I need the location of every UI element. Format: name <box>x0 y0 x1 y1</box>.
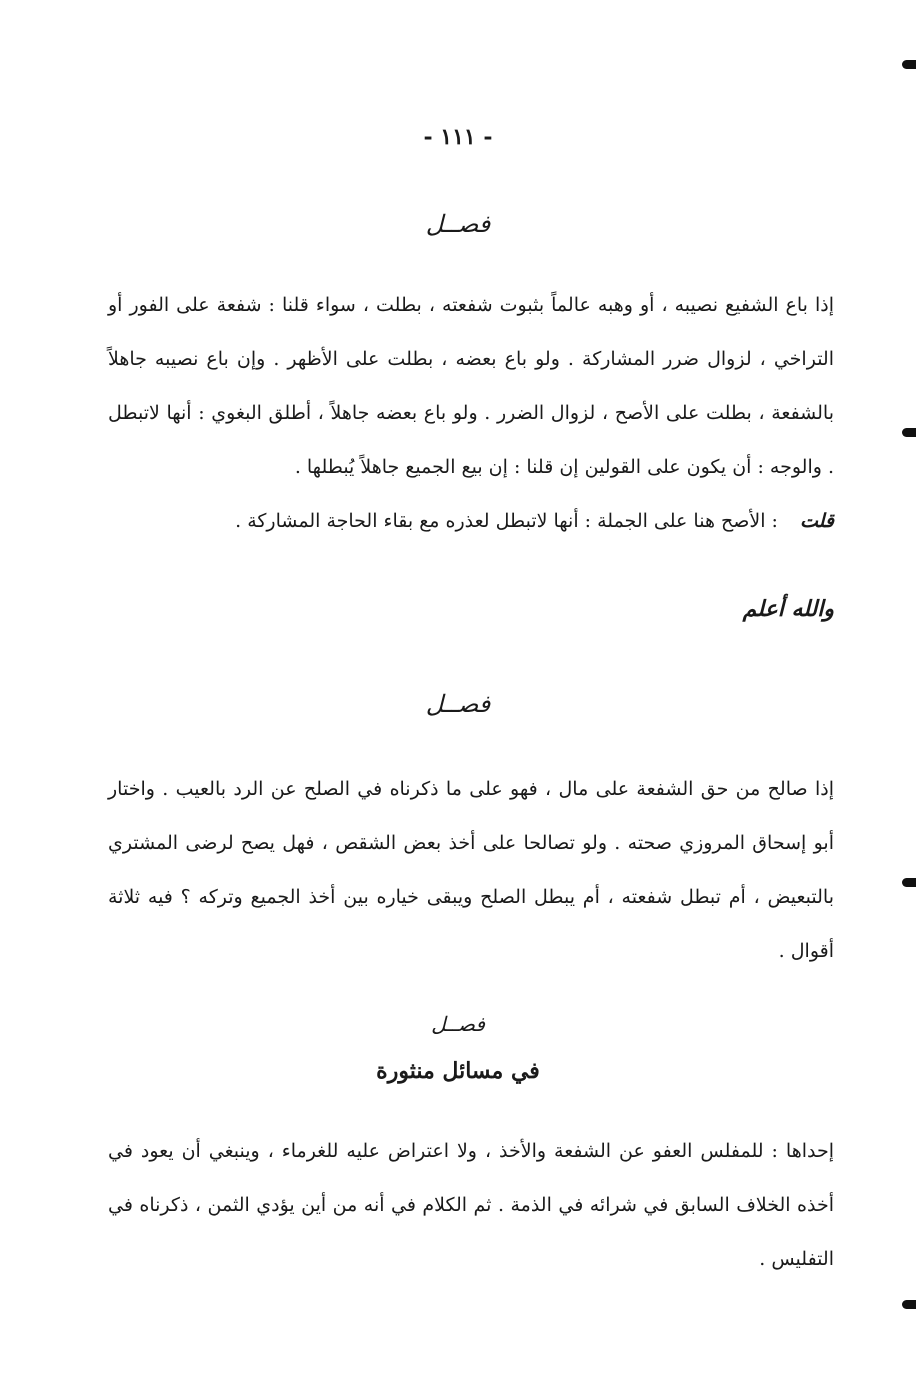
section-paragraph <box>108 762 834 978</box>
section-paragraph <box>108 278 834 548</box>
note-label: قلت <box>799 510 834 532</box>
section-heading: فصــل <box>431 1012 485 1036</box>
scan-margin-mark <box>902 428 916 437</box>
note-text: : الأصح هنا على الجملة : أنها لاتبطل لعذره مع بقاء الحاجة المشاركة . <box>235 510 778 532</box>
section-heading: فصــل <box>425 690 491 718</box>
section-paragraph <box>108 1124 834 1286</box>
paragraph-text: إحداها : للمفلس العفو عن الشفعة والأخذ ، ولا اعتراض عليه للغرماء ، وينبغي أن يعود في أخذه الخلاف السابق في شرائه في الذمة . ثم الكلام في أنه من أين يؤدي الثمن ، ذكرناه في التفليس . <box>108 1140 834 1270</box>
paragraph-text: إذا صالح من حق الشفعة على مال ، فهو على ما ذكرناه في الصلح عن الرد بالعيب . واختار أبو إسحاق المروزي صحته . ولو تصالحا على أخذ بعض الشقص ، فهل يصح لرضى المشتري بالتبعيض ، أم تبطل شفعته ، أم يبطل الصلح ويبقى خياره بين أخذ الجميع وتركه ؟ فيه ثلاثة أقوال . <box>108 778 834 962</box>
scan-margin-mark <box>902 878 916 887</box>
section-heading: فصــل <box>425 210 491 238</box>
section-subheading: في مسائل منثورة <box>376 1058 540 1084</box>
note-line <box>108 494 834 548</box>
scan-margin-mark <box>902 60 916 69</box>
scan-margin-mark <box>902 1300 916 1309</box>
closing-formula: والله أعلم <box>742 596 834 622</box>
paragraph-text: إذا باع الشفيع نصيبه ، أو وهبه عالماً بثبوت شفعته ، بطلت ، سواء قلنا : شفعة على الفور أو التراخي ، لزوال ضرر المشاركة . ولو باع بعضه ، بطلت على الأظهر . وإن باع نصيبه جاهلاً بالشفعة ، بطلت على الأصح ، لزوال الضرر . ولو باع بعضه جاهلاً ، أطلق البغوي : أنها لاتبطل . والوجه : أن يكون على القولين إن قلنا : إن بيع الجميع جاهلاً يُبطلها . <box>108 294 834 478</box>
page-number: - ١١١ - <box>423 124 493 150</box>
